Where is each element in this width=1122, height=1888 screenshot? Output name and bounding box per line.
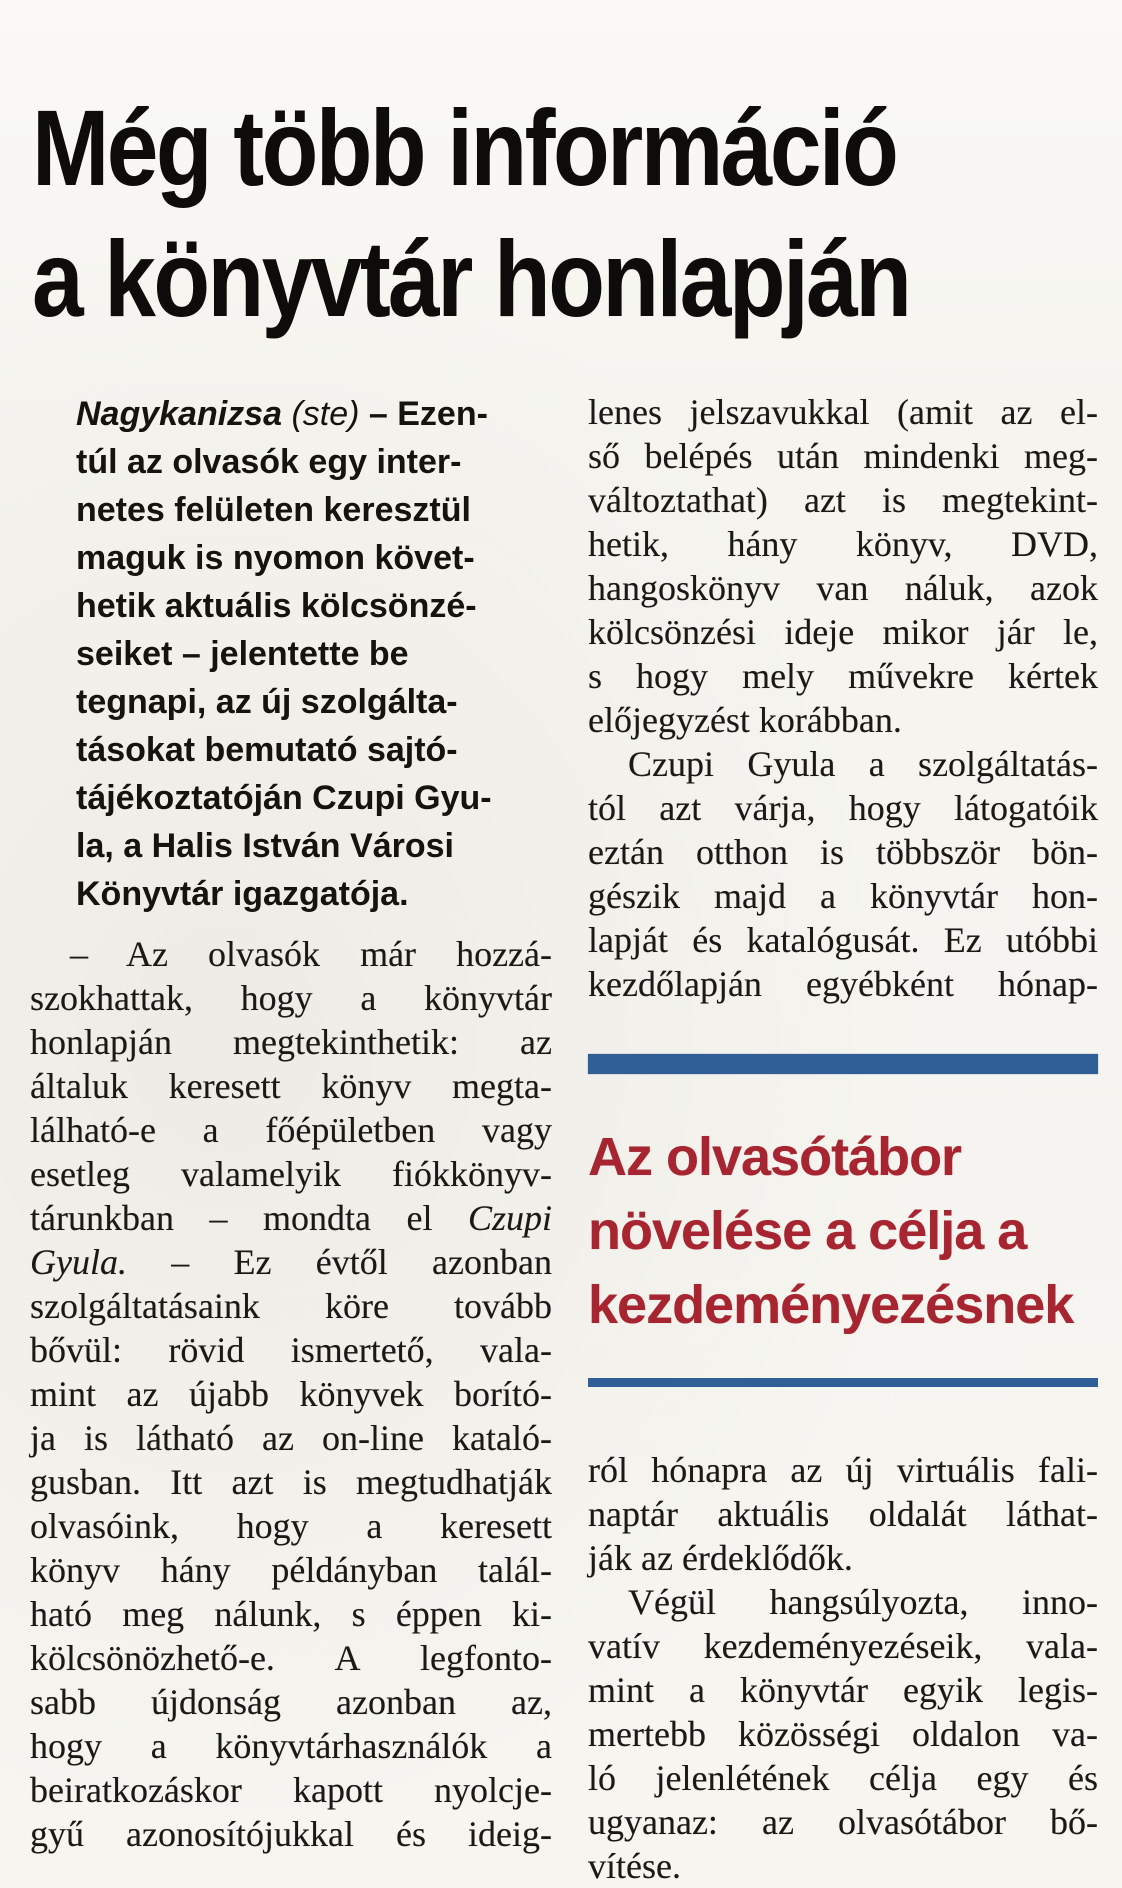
body-paragraph-right-3 xyxy=(588,1448,1098,1580)
text-line: s hogy mely művekre kértek xyxy=(588,656,1098,696)
text-line: túl az olvasók egy inter- xyxy=(76,443,462,481)
headline-line-2: a könyvtár honlapján xyxy=(32,218,910,340)
text-line: lenes jelszavukkal (amit az el- xyxy=(588,392,1098,432)
text-line: seiket – jelentette be xyxy=(76,635,409,673)
text-line xyxy=(30,1240,552,1284)
text-line: hetik aktuális kölcsönzé- xyxy=(76,587,477,625)
text-segment: (ste) xyxy=(291,395,360,433)
text-segment: – Ezen- xyxy=(359,395,488,433)
text-line: hetik, hány könyv, DVD, xyxy=(588,524,1098,564)
body-paragraph-right-4 xyxy=(588,1580,1098,1888)
text-line: hogy a könyvtárhasználók a xyxy=(30,1726,552,1766)
text-line: ja is látható az on-line kataló- xyxy=(30,1418,552,1458)
text-segment: – Ez évtől azonban xyxy=(126,1242,552,1282)
text-line: Czupi Gyula a szolgáltatás- xyxy=(628,744,1098,784)
text-line: ról hónapra az új virtuális fali- xyxy=(588,1450,1098,1490)
headline-line-1: Még több információ xyxy=(32,87,897,209)
text-line: lálható-e a főépületben vagy xyxy=(30,1110,552,1150)
text-segment: Czupi xyxy=(467,1198,552,1238)
text-line: bővül: rövid ismertető, vala- xyxy=(30,1330,552,1370)
text-line: la, a Halis István Városi xyxy=(76,827,454,865)
text-line xyxy=(76,390,552,438)
text-line: olvasóink, hogy a keresett xyxy=(30,1506,552,1546)
text-line: vatív kezdeményezéseik, vala- xyxy=(588,1626,1098,1666)
text-line: Az olvasótábor xyxy=(588,1127,962,1187)
text-line xyxy=(30,1196,552,1240)
text-line: tásokat bemutató sajtó- xyxy=(76,731,458,769)
text-line: Végül hangsúlyozta, inno- xyxy=(628,1582,1098,1622)
text-line: mint az újabb könyvek borító- xyxy=(30,1374,552,1414)
text-segment: Gyula. xyxy=(30,1242,127,1282)
text-line: esetleg valamelyik fiókkönyv- xyxy=(30,1154,552,1194)
text-line: eztán otthon is többször bön- xyxy=(588,832,1098,872)
text-line: tegnapi, az új szolgálta- xyxy=(76,683,458,721)
text-line: tól azt várja, hogy látogatóik xyxy=(588,788,1098,828)
text-line: általuk keresett könyv megta- xyxy=(30,1066,552,1106)
text-line: ló jelenlétének célja egy és xyxy=(588,1758,1098,1798)
text-line: szolgáltatásaink köre tovább xyxy=(30,1286,552,1326)
text-line: beiratkozáskor kapott nyolcje- xyxy=(30,1770,552,1810)
text-line: ugyanaz: az olvasótábor bő- xyxy=(588,1802,1098,1842)
text-line: ják az érdeklődők. xyxy=(588,1538,853,1578)
text-line: honlapján megtekinthetik: az xyxy=(30,1022,552,1062)
text-line: kezdeményezésnek xyxy=(588,1275,1074,1335)
body-paragraph-right-2 xyxy=(588,742,1098,1006)
divider-rule-bottom xyxy=(588,1378,1098,1387)
text-line: könyv hány példányban talál- xyxy=(30,1550,552,1590)
text-line: kölcsönzési ideje mikor jár le, xyxy=(588,612,1098,652)
body-paragraph-right-1 xyxy=(588,390,1098,742)
divider-rule-top xyxy=(588,1054,1098,1074)
text-line: változtathat) azt is megtekint- xyxy=(588,480,1098,520)
text-line: mint a könyvtár egyik legis- xyxy=(588,1670,1098,1710)
text-line: gyű azonosítójukkal és ideig- xyxy=(30,1814,552,1854)
text-line: szokhattak, hogy a könyvtár xyxy=(30,978,552,1018)
text-line: tájékoztatóján Czupi Gyu- xyxy=(76,779,492,817)
text-line: maguk is nyomon követ- xyxy=(76,539,475,577)
right-column xyxy=(588,390,1098,1888)
text-line: lapját és katalógusát. Ez utóbbi xyxy=(588,920,1098,960)
article-headline xyxy=(32,82,1052,344)
text-line: ható meg nálunk, s éppen ki- xyxy=(30,1594,552,1634)
text-line: gusban. Itt azt is megtudhatják xyxy=(30,1462,552,1502)
text-line: – Az olvasók már hozzá- xyxy=(70,934,552,974)
text-line: kezdőlapján egyébként hónap- xyxy=(588,964,1098,1004)
text-line: sabb újdonság azonban az, xyxy=(30,1682,552,1722)
text-line: hangoskönyv van náluk, azok xyxy=(588,568,1098,608)
text-line: növelése a célja a xyxy=(588,1201,1027,1261)
text-segment: Nagykanizsa xyxy=(76,395,292,433)
body-paragraph-left xyxy=(30,932,552,1856)
text-line: netes felületen keresztül xyxy=(76,491,471,529)
text-line: mertebb közösségi oldalon va- xyxy=(588,1714,1098,1754)
text-line: ső belépés után mindenki meg- xyxy=(588,436,1098,476)
text-line: gészik majd a könyvtár hon- xyxy=(588,876,1098,916)
text-line: naptár aktuális oldalát láthat- xyxy=(588,1494,1098,1534)
text-line: kölcsönözhető-e. A legfonto- xyxy=(30,1638,552,1678)
text-line: előjegyzést korábban. xyxy=(588,700,902,740)
lead-paragraph xyxy=(30,390,552,918)
text-segment: tárunkban – mondta el xyxy=(30,1198,468,1238)
pull-quote xyxy=(588,1120,1098,1342)
text-line: vítése. xyxy=(588,1846,681,1886)
text-line: Könyvtár igazgatója. xyxy=(76,875,409,913)
left-column xyxy=(30,390,552,1856)
